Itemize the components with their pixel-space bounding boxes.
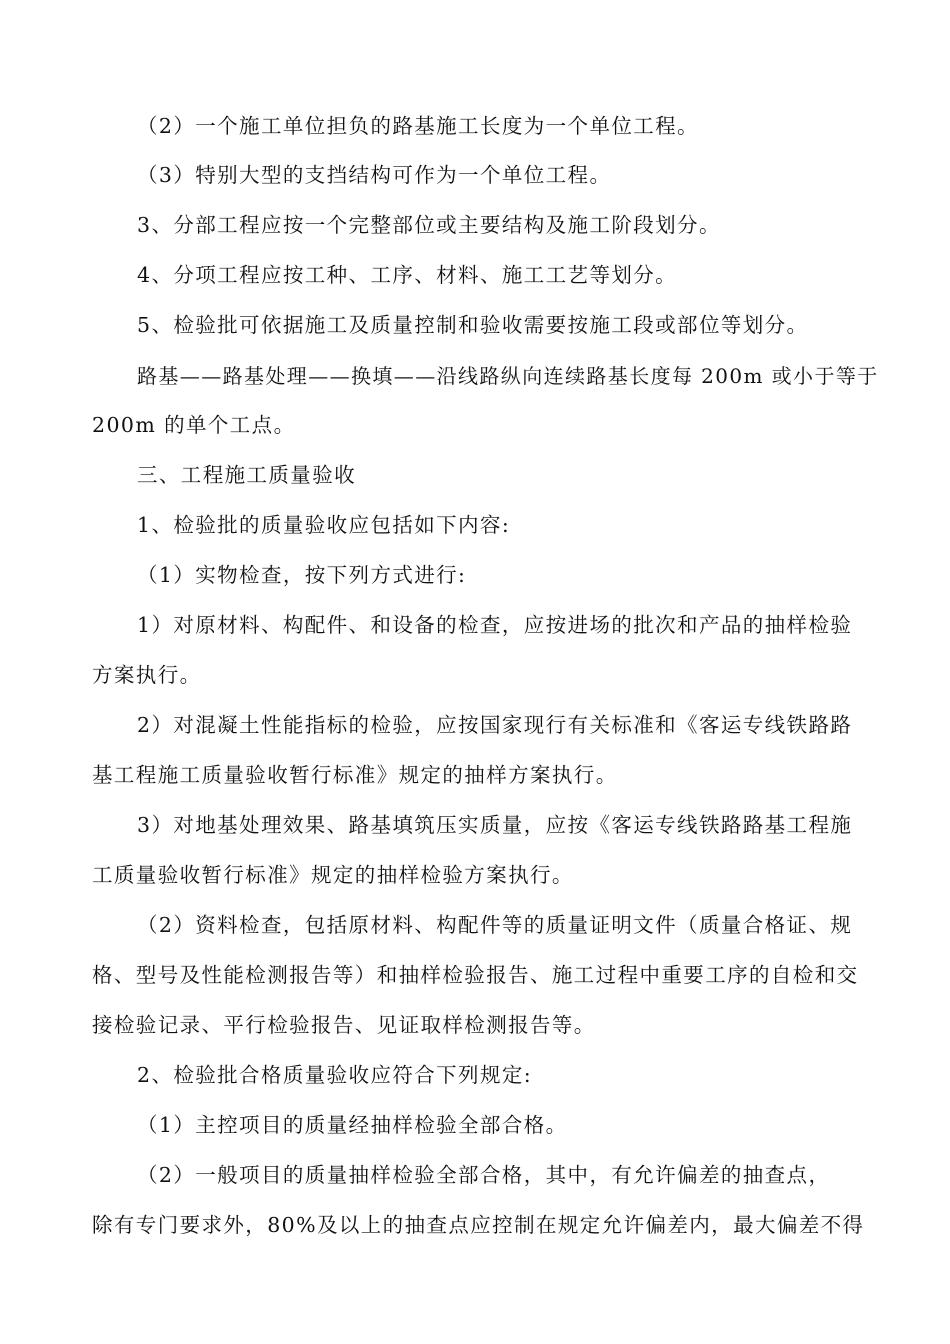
paragraph-line: （3）特别大型的支挡结构可作为一个单位工程。 [137, 163, 612, 187]
paragraph-line: 格、型号及性能检测报告等）和抽样检验报告、施工过程中重要工序的自检和交 [92, 963, 859, 987]
paragraph-line: 200m 的单个工点。 [92, 413, 296, 437]
paragraph-line: 1、检验批的质量验收应包括如下内容: [137, 513, 511, 537]
paragraph-line: 方案执行。 [92, 663, 202, 687]
paragraph-line: （2）资料检查，包括原材料、构配件等的质量证明文件（质量合格证、规 [137, 913, 853, 937]
paragraph-line: 3）对地基处理效果、路基填筑压实质量，应按《客运专线铁路路基工程施 [137, 813, 853, 837]
paragraph-line: 2）对混凝土性能指标的检验，应按国家现行有关标准和《客运专线铁路路 [137, 713, 853, 737]
paragraph-line: 1）对原材料、构配件、和设备的检查，应按进场的批次和产品的抽样检验 [137, 613, 853, 637]
paragraph-line: （1）实物检查，按下列方式进行: [137, 563, 467, 587]
paragraph-line: 路基——路基处理——换填——沿线路纵向连续路基长度每 200m 或小于等于 [137, 364, 879, 388]
paragraph-line: 除有专门要求外，80%及以上的抽查点应控制在规定允许偏差内，最大偏差不得 [92, 1213, 865, 1237]
paragraph-line: 接检验记录、平行检验报告、见证取样检测报告等。 [92, 1013, 596, 1037]
paragraph-line: （2）一般项目的质量抽样检验全部合格，其中，有允许偏差的抽查点， [137, 1163, 831, 1187]
paragraph-line: 工质量验收暂行标准》规定的抽样检验方案执行。 [92, 863, 574, 887]
section-heading: 三、工程施工质量验收 [137, 463, 356, 487]
paragraph-line: （2）一个施工单位担负的路基施工长度为一个单位工程。 [137, 114, 699, 138]
paragraph-line: 4、分项工程应按工种、工序、材料、施工工艺等划分。 [137, 263, 678, 287]
paragraph-line: （1）主控项目的质量经抽样检验全部合格。 [137, 1113, 568, 1137]
paragraph-line: 2、检验批合格质量验收应符合下列规定: [137, 1063, 533, 1087]
paragraph-line: 5、检验批可依据施工及质量控制和验收需要按施工段或部位等划分。 [137, 313, 809, 337]
paragraph-line: 基工程施工质量验收暂行标准》规定的抽样方案执行。 [92, 763, 618, 787]
paragraph-line: 3、分部工程应按一个完整部位或主要结构及施工阶段划分。 [137, 213, 721, 237]
